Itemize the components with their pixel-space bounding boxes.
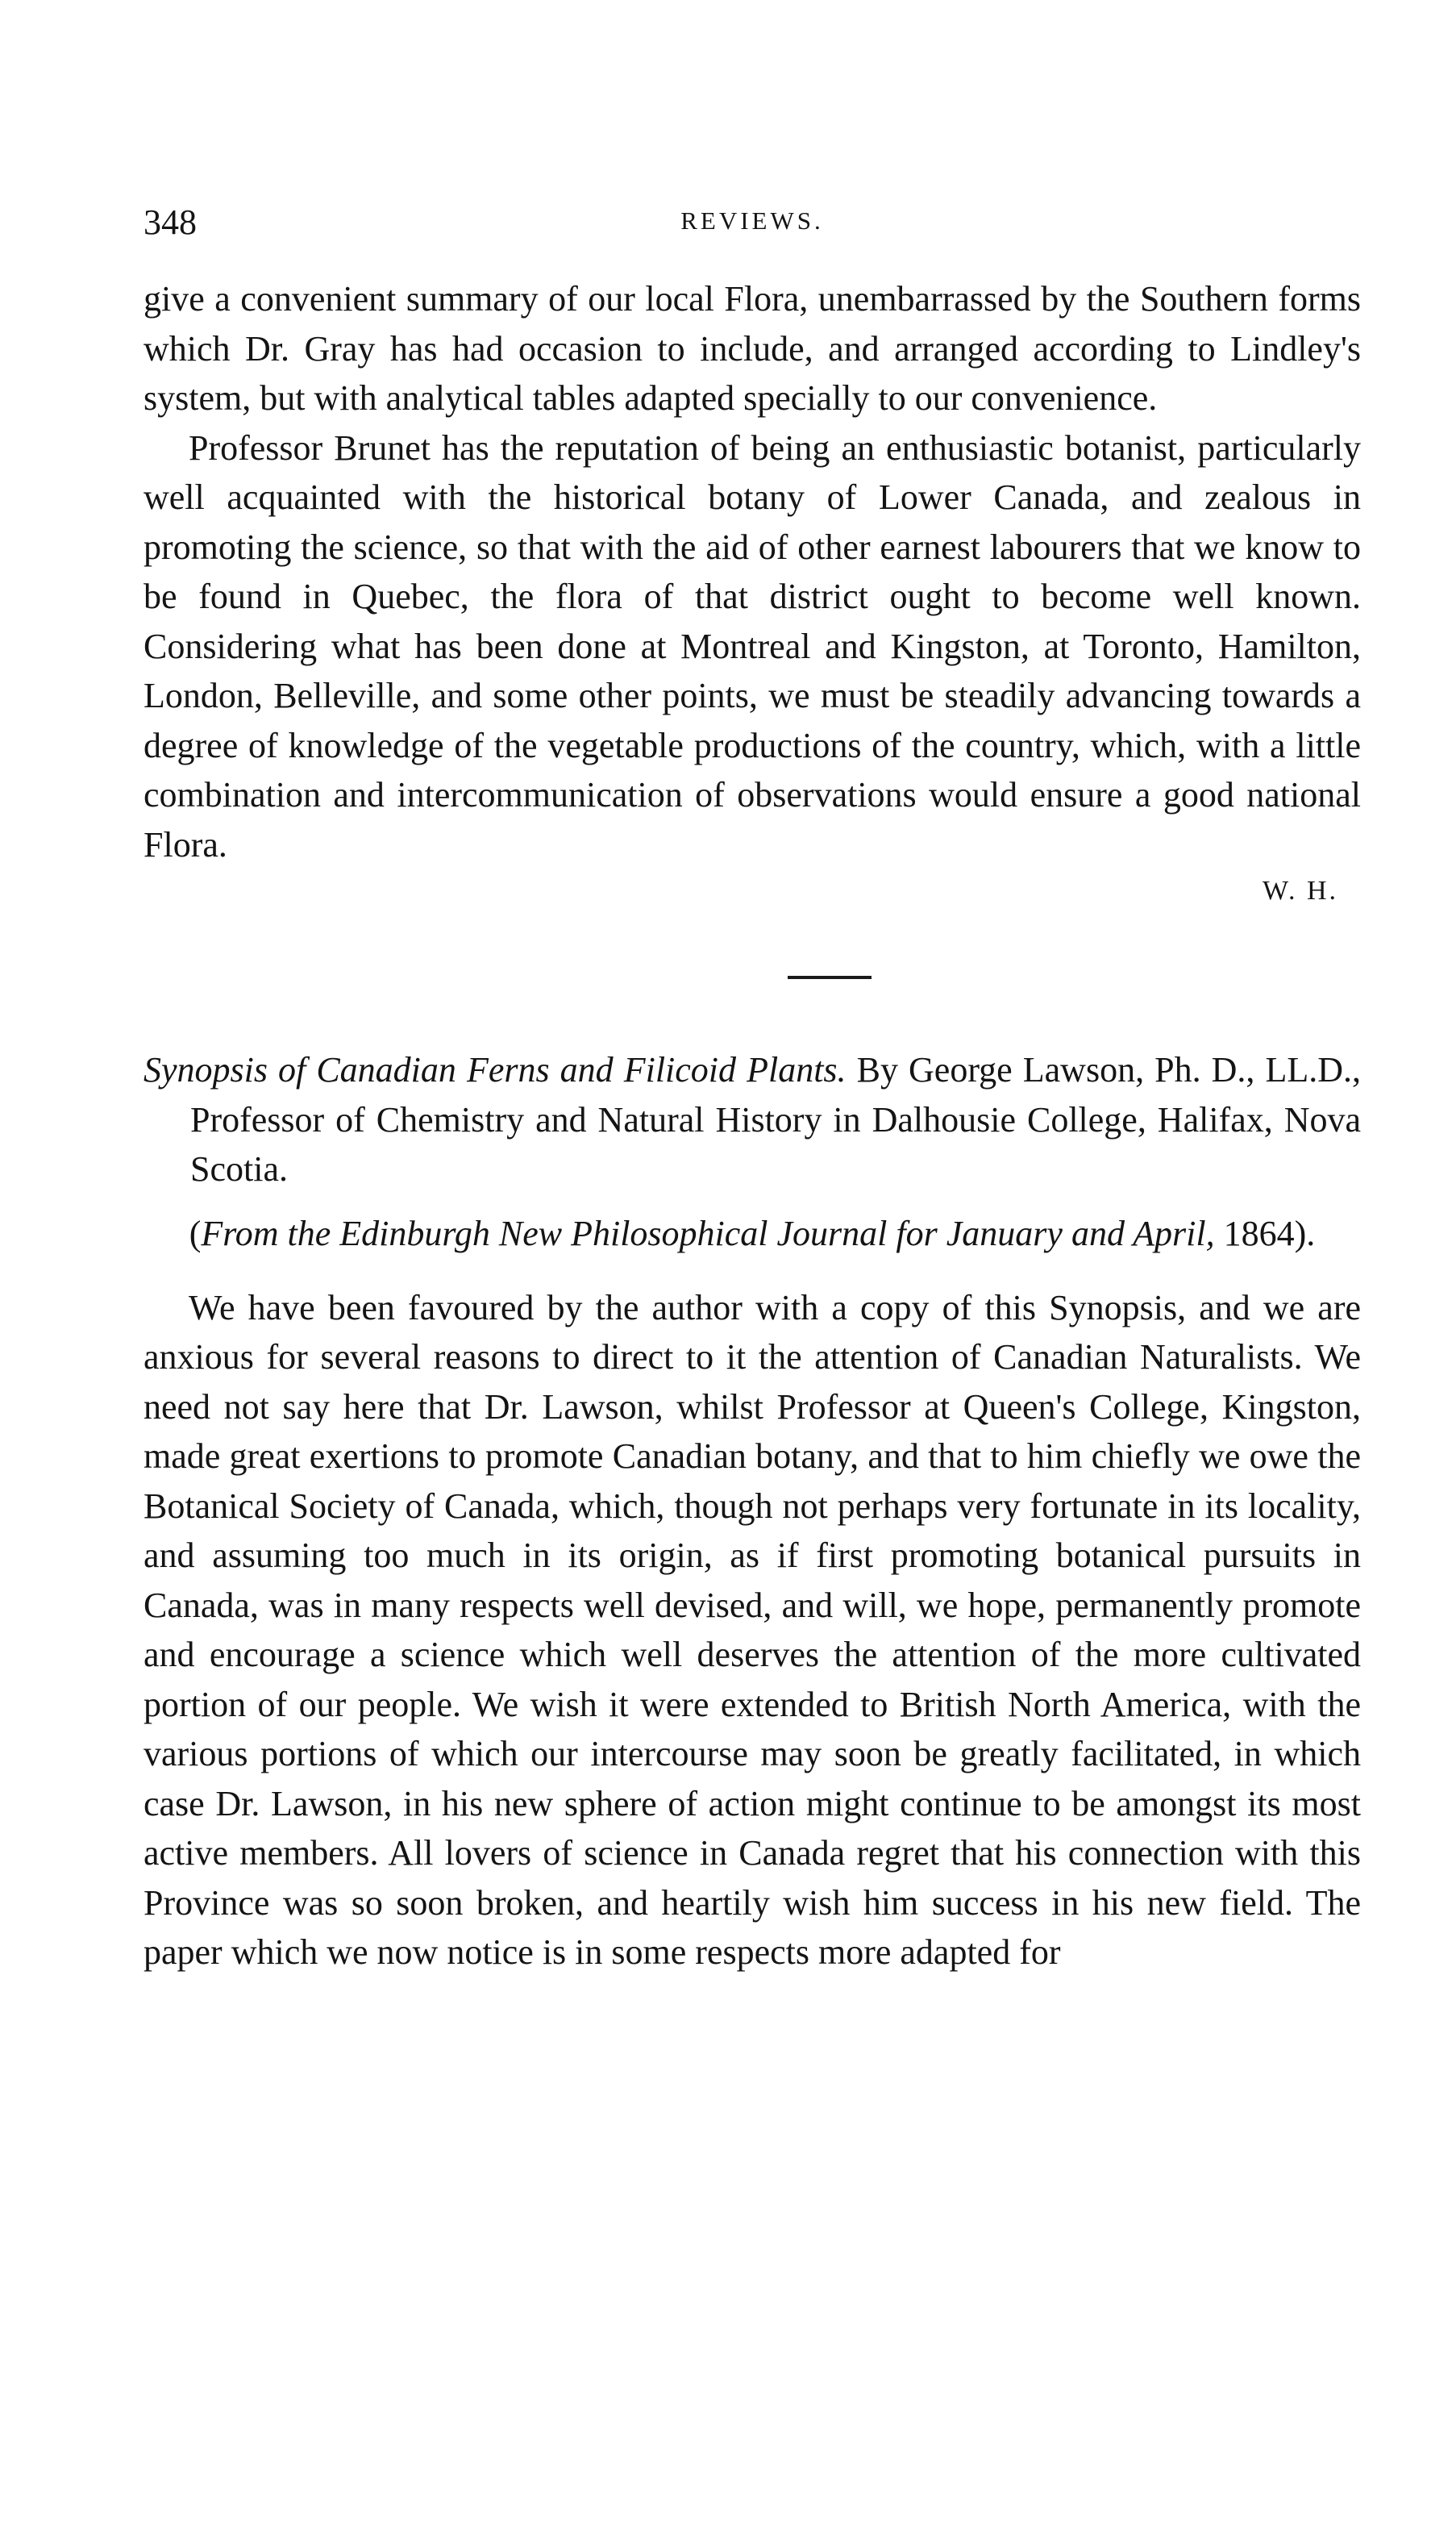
source-journal: From the Edinburgh New Philosophical Journal for January and April, bbox=[201, 1213, 1215, 1253]
book-page bbox=[144, 202, 1361, 1977]
source-close-paren: ). bbox=[1294, 1213, 1316, 1253]
source-open-paren: ( bbox=[189, 1213, 202, 1253]
source-year: 1864 bbox=[1223, 1213, 1295, 1253]
running-head bbox=[144, 202, 1361, 250]
page-number: 348 bbox=[144, 202, 197, 242]
previous-review-paragraph-1: give a convenient summary of our local Flora, unembarrassed by the Southern forms which Dr. Gray has had occasion to include, and arranged according to Lindley's system, but with analytical tables adapted specially to our convenience. bbox=[144, 279, 1361, 418]
source-journal-note bbox=[144, 1209, 1361, 1259]
section-divider-rule bbox=[788, 976, 872, 979]
book-title: Synopsis of Canadian Ferns and Filicoid Plants. bbox=[144, 1050, 847, 1090]
review-body-paragraph: We have been favoured by the author with a copy of this Synopsis, and we are anxious for several reasons to direct to it the attention of Canadian Naturalists. We need not say here that Dr. Lawson, whilst Professor at Queen's College, Kingston, made great exertions to promote Canadian botany, and that to him chiefly we owe the Botanical Society of Canada, which, though not perhaps very fortunate in its locality, and assuming too much in its origin, as if first promoting botanical pursuits in Canada, was in many respects well devised, and will, we hope, permanently promote and encourage a science which well deserves the attention of the more cultivated portion of our people. We wish it were extended to British North America, with the various portions of which our intercourse may soon be greatly facilitated, in which case Dr. Lawson, in his new sphere of action might continue to be amongst its most active members. All lovers of science in Canada regret that his connection with this Province was so soon broken, and heartily wish him success in his new field. The paper which we now notice is in some respects more adapted for bbox=[144, 1287, 1361, 1972]
previous-review-paragraph-2: Professor Brunet has the reputation of being an enthusiastic botanist, particularly well acquainted with the historical botany of Lower Canada, and zealous in promoting the science, so that with the aid of other earnest labourers that we know to be found in Quebec, the flora of that district ought to become well known. Considering what has been done at Montreal and Kingston, at Toronto, Hamilton, London, Belleville, and some other points, we must be steadily advancing towards a degree of knowledge of the vegetable productions of the country, which, with a little combination and intercommunication of observations would ensure a good national Flora. bbox=[144, 427, 1361, 865]
book-author-line: By George Lawson, Ph. D., LL.D., Professor of Chemistry and Natural History in Dalhousie College, Halifax, Nova Scotia. bbox=[190, 1050, 1362, 1189]
book-citation bbox=[144, 1045, 1361, 1194]
running-title: REVIEWS. bbox=[680, 206, 824, 235]
review-signature: W. H. bbox=[1262, 876, 1338, 906]
